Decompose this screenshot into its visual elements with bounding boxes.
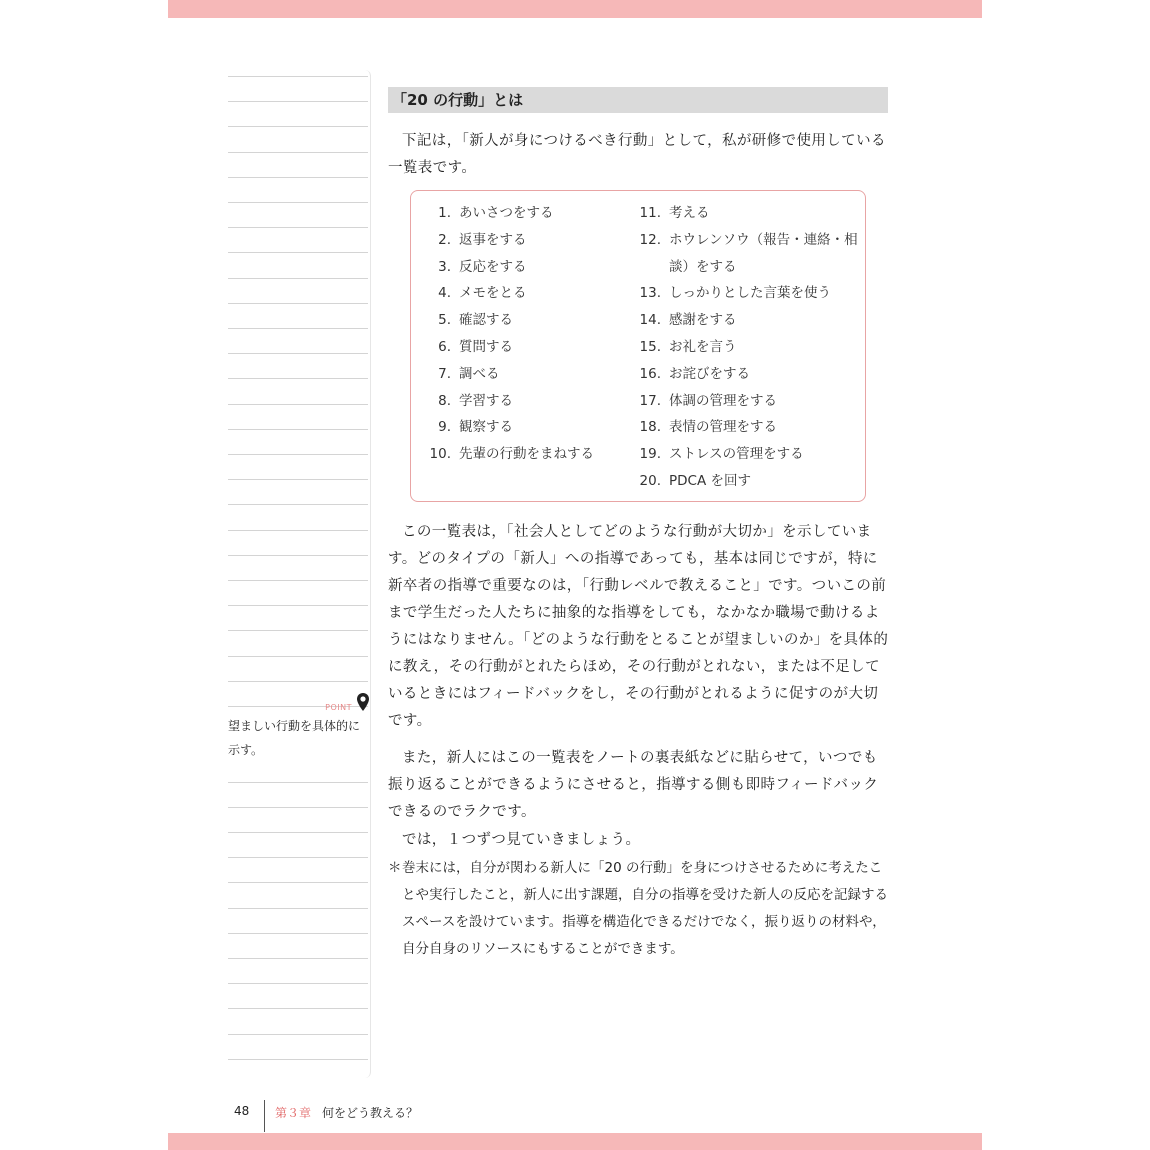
list-item-text: 体調の管理をする [669, 392, 777, 409]
top-color-band [168, 0, 982, 18]
point-label: POINT [325, 703, 352, 712]
list-item-text: しっかりとした言葉を使う [669, 285, 831, 302]
list-item-number: 16. [639, 365, 661, 382]
memo-line [228, 983, 368, 984]
list-item [631, 468, 861, 495]
memo-line [228, 504, 368, 505]
memo-line [228, 908, 368, 909]
chapter-title: 何をどう教える？ [322, 1106, 419, 1120]
list-item-text: 観察する [459, 419, 513, 436]
memo-line [228, 429, 368, 430]
list-item [425, 388, 630, 415]
section-heading: 「20 の行動」とは [388, 87, 888, 113]
list-item [631, 441, 861, 468]
point-callout [228, 690, 370, 762]
list-item-number: 6. [438, 338, 451, 355]
memo-line [228, 1034, 368, 1035]
memo-line [228, 378, 368, 379]
list-item-number: 20. [639, 472, 661, 489]
memo-line [228, 177, 368, 178]
memo-lined-column [228, 70, 371, 1078]
list-item [425, 334, 630, 361]
behavior-list-right [631, 200, 861, 495]
behavior-list-left [425, 200, 630, 468]
list-item-number: 19. [639, 446, 661, 463]
body-paragraph-2: この一覧表は，「社会人としてどのような行動が大切か」を示しています。どのタイプの「新人」への指導であっても，基本は同じですが，特に新卒者の指導で重要なのは，「行動レベルで教えること」です。ついこの前まで学生だった人たちに抽象的な指導をしても，なかなか職場で動けるようにはなりません。「どのような行動をとることが望ましいのか」を具体的に教え，その行動がとれたらほめ，その行動がとれない，または不足しているときにはフィードバックをし，その行動がとれるように促すのが大切です。 [388, 524, 889, 729]
list-item [425, 307, 630, 334]
memo-line [228, 1008, 368, 1009]
list-item-text: ホウレンソウ（報告・連絡・相談）をする [669, 231, 858, 275]
list-item [631, 334, 861, 361]
list-item-text: お詫びをする [669, 365, 750, 382]
list-item-number: 1. [438, 205, 451, 221]
list-item-number: 13. [639, 285, 661, 302]
memo-line [228, 101, 368, 102]
memo-line [228, 76, 368, 77]
intro-paragraph: 下記は，「新人が身につけるべき行動」として，私が研修で使用している一覧表です。 [388, 133, 886, 176]
memo-line [228, 530, 368, 531]
behavior-list-box [410, 190, 866, 502]
list-item-number: 12. [639, 231, 661, 248]
memo-line [228, 328, 368, 329]
memo-line [228, 1059, 368, 1060]
memo-line [228, 656, 368, 657]
list-item-text: 反応をする [459, 258, 527, 275]
memo-line [228, 580, 368, 581]
list-item [631, 414, 861, 441]
footnote-text: 巻末には，自分が関わる新人に「20 の行動」を身につけさせるために考えたことや実行したこと，新人に出す課題，自分の指導を受けた新人の反応を記録するスペースを設けています。指導を構造化できるだけでなく，振り返りの材料や，自分自身のリソースにもすることができます。 [402, 860, 888, 957]
list-item-text: メモをとる [459, 285, 527, 302]
list-item [425, 414, 630, 441]
list-item-number: 5. [438, 312, 451, 329]
memo-line [228, 454, 368, 455]
list-item-text: 先輩の行動をまねする [459, 446, 594, 463]
list-item-text: 学習する [459, 392, 513, 409]
list-item-number: 11. [639, 205, 661, 221]
list-item [425, 361, 630, 388]
list-item-number: 14. [639, 312, 661, 329]
list-item [631, 227, 861, 281]
body-paragraph-3: また，新人にはこの一覧表をノートの裏表紙などに貼らせて，いつでも振り返ることができるようにさせると，指導する側も即時フィードバックできるのでラクです。 [388, 750, 879, 820]
memo-line [228, 857, 368, 858]
list-item-text: お礼を言う [669, 338, 737, 355]
page-number: 48 [234, 1104, 250, 1118]
memo-line [228, 278, 368, 279]
memo-line [228, 252, 368, 253]
body-paragraph-4: では，１つずつ見ていきましょう。 [402, 832, 641, 848]
list-item-number: 4. [438, 285, 451, 302]
chapter-label: 第３章 [275, 1106, 312, 1120]
memo-line [228, 605, 368, 606]
memo-line [228, 126, 368, 127]
list-item-text: 質問する [459, 338, 513, 355]
list-item-text: 返事をする [459, 231, 527, 248]
footer-divider [264, 1100, 265, 1132]
list-item-text: 考える [669, 205, 710, 221]
point-text: 望ましい行動を具体的に示す。 [228, 712, 370, 762]
memo-line [228, 555, 368, 556]
list-item [631, 280, 861, 307]
memo-line [228, 832, 368, 833]
memo-line [228, 630, 368, 631]
list-item-text: 感謝をする [669, 312, 737, 329]
list-item [425, 254, 630, 281]
list-item [425, 441, 630, 468]
list-item-text: PDCA を回す [669, 472, 751, 489]
bottom-color-band [168, 1133, 982, 1150]
memo-line [228, 202, 368, 203]
memo-line [228, 882, 368, 883]
memo-line [228, 681, 368, 682]
memo-line [228, 807, 368, 808]
list-item [631, 388, 861, 415]
list-item [425, 280, 630, 307]
list-item [631, 361, 861, 388]
list-item [425, 200, 630, 227]
list-item-number: 15. [639, 338, 661, 355]
list-item-number: 3. [438, 258, 451, 275]
list-item-number: 2. [438, 231, 451, 248]
list-item-number: 17. [639, 392, 661, 409]
memo-line [228, 933, 368, 934]
memo-line [228, 353, 368, 354]
list-item-number: 8. [438, 392, 451, 409]
memo-line [228, 404, 368, 405]
list-item-number: 18. [639, 419, 661, 436]
list-item-text: ストレスの管理をする [669, 446, 804, 463]
list-item-number: 10. [429, 446, 451, 463]
list-item-text: 確認する [459, 312, 513, 329]
list-item-text: あいさつをする [459, 205, 554, 221]
list-item-number: 9. [438, 419, 451, 436]
memo-line [228, 782, 368, 783]
memo-line [228, 479, 368, 480]
footnote [388, 855, 890, 963]
memo-line [228, 303, 368, 304]
list-item [631, 200, 861, 227]
memo-line [228, 958, 368, 959]
point-header [228, 690, 370, 712]
list-item-text: 調べる [459, 365, 500, 382]
map-pin-icon [356, 692, 370, 712]
list-item-text: 表情の管理をする [669, 419, 777, 436]
memo-line [228, 227, 368, 228]
memo-line [228, 152, 368, 153]
list-item-number: 7. [438, 365, 451, 382]
list-item [425, 227, 630, 254]
footnote-mark: ＊ [388, 860, 402, 876]
list-item [631, 307, 861, 334]
